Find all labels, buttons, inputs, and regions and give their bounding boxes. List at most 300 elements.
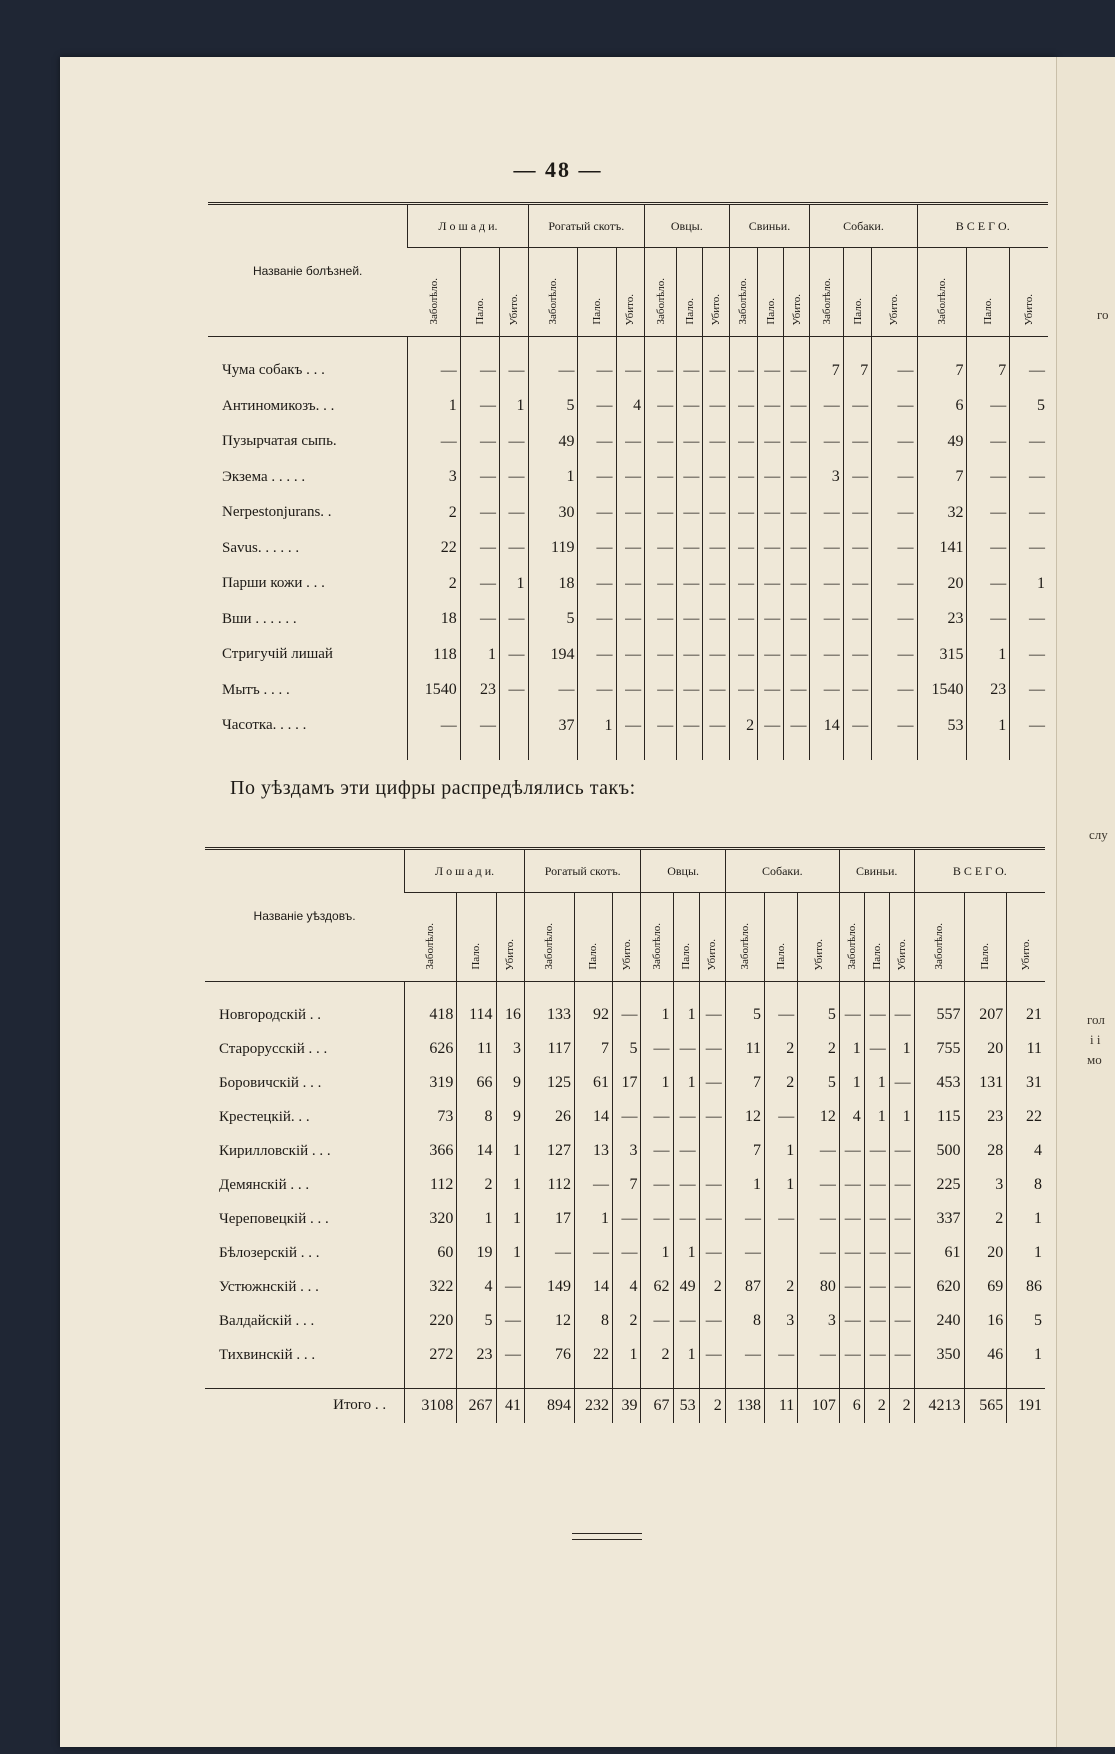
table-cell: — — [798, 1134, 840, 1168]
sub-header: Пало. — [470, 943, 483, 970]
table-cell: 2 — [408, 495, 460, 531]
table-cell: — — [784, 460, 810, 496]
sub-header: Убито. — [895, 938, 908, 970]
table-cell: — — [810, 531, 843, 567]
table-cell: — — [864, 1032, 889, 1066]
table-cell: — — [641, 1168, 673, 1202]
table-cell: — — [967, 531, 1010, 567]
table-cell: — — [758, 389, 784, 425]
table-cell: — — [699, 998, 725, 1032]
table-cell: 418 — [405, 998, 457, 1032]
table-cell: — — [758, 531, 784, 567]
table-cell: 22 — [408, 531, 460, 567]
table-cell: — — [677, 673, 703, 709]
sub-header: Пало. — [851, 298, 864, 325]
table-cell: — — [839, 1338, 864, 1372]
table-cell: 1 — [499, 389, 528, 425]
row-label: Nerpestonjurans. . — [222, 504, 332, 521]
table-cell: — — [460, 531, 499, 567]
table-row — [205, 1270, 1045, 1304]
table-cell: 8 — [457, 1100, 496, 1134]
group-header: Овцы. — [641, 849, 725, 893]
table-cell: — — [699, 1032, 725, 1066]
table-cell: 8 — [725, 1304, 764, 1338]
table-cell: — — [703, 495, 729, 531]
intro-text: По уѣздамъ эти цифры распредѣлялись такъ: — [230, 777, 636, 799]
table-cell: — — [967, 495, 1010, 531]
table-cell: — — [616, 424, 645, 460]
table-cell: — — [729, 602, 758, 638]
table-cell: — — [641, 1202, 673, 1236]
table-cell: — — [798, 1202, 840, 1236]
table-cell: 1540 — [408, 673, 460, 709]
table-cell: 2 — [889, 1389, 914, 1423]
table-cell: — — [703, 566, 729, 602]
sub-header: Пало. — [680, 943, 693, 970]
table-row — [208, 424, 1048, 460]
table-cell: — — [673, 1202, 699, 1236]
table-cell: — — [578, 424, 616, 460]
table-cell: — — [699, 1100, 725, 1134]
table-cell: — — [864, 1338, 889, 1372]
table-cell: 67 — [641, 1389, 673, 1423]
table-cell: 453 — [914, 1066, 964, 1100]
table-row — [208, 353, 1048, 389]
table-cell: 4 — [839, 1100, 864, 1134]
sub-header-cell — [964, 893, 1007, 982]
group-header: Свиньи. — [729, 204, 810, 248]
table-cell: — — [764, 1202, 797, 1236]
table-cell: 1 — [889, 1100, 914, 1134]
table-cell: 2 — [729, 708, 758, 744]
table-cell: 117 — [525, 1032, 575, 1066]
table-cell: — — [645, 531, 677, 567]
table-row — [208, 602, 1048, 638]
table-cell: — — [499, 531, 528, 567]
table-cell: 5 — [457, 1304, 496, 1338]
table-cell: — — [758, 353, 784, 389]
table-cell: 3 — [964, 1168, 1007, 1202]
row-label: Часотка. . . . . — [222, 717, 307, 734]
table-cell: 1 — [725, 1168, 764, 1202]
row-label: Savus. . . . . . — [222, 539, 300, 556]
table-cell: 69 — [964, 1270, 1007, 1304]
sub-header-cell — [677, 248, 703, 337]
group-header: В С Е Г О. — [914, 849, 1045, 893]
table-cell: — — [1010, 531, 1048, 567]
sub-header-cell — [914, 893, 964, 982]
table-cell: 12 — [525, 1304, 575, 1338]
table-cell: — — [967, 424, 1010, 460]
table-cell: — — [810, 673, 843, 709]
table-cell: — — [843, 673, 872, 709]
table-cell — [699, 1134, 725, 1168]
table-cell: 5 — [528, 389, 578, 425]
table-cell: — — [460, 566, 499, 602]
table-cell: — — [889, 998, 914, 1032]
row-label: Парши кожи . . . — [222, 575, 325, 592]
sub-header-cell — [1007, 893, 1045, 982]
table-row — [205, 1338, 1045, 1372]
row-label: Бѣлозерскій . . . — [219, 1244, 320, 1261]
table-cell: — — [673, 1032, 699, 1066]
table-cell: — — [645, 673, 677, 709]
sub-header: Заболѣло. — [737, 278, 750, 325]
table-cell: 87 — [725, 1270, 764, 1304]
sub-header: Убито. — [790, 293, 803, 325]
table-cell: 1 — [764, 1168, 797, 1202]
table-cell: 119 — [528, 531, 578, 567]
table-cell: 194 — [528, 637, 578, 673]
table-cell: 1 — [641, 1236, 673, 1270]
sub-header: Пало. — [764, 298, 777, 325]
table-cell: 319 — [405, 1066, 457, 1100]
table-cell: — — [843, 389, 872, 425]
table-cell: 1 — [839, 1032, 864, 1066]
table-cell: 1 — [528, 460, 578, 496]
table-cell: — — [758, 566, 784, 602]
table-cell: — — [872, 353, 917, 389]
table-cell: 22 — [1007, 1100, 1045, 1134]
table-cell: 60 — [405, 1236, 457, 1270]
table-cell: 7 — [843, 353, 872, 389]
table-cell: 755 — [914, 1032, 964, 1066]
table-cell: — — [839, 1134, 864, 1168]
table-cell: — — [1010, 637, 1048, 673]
table-cell: — — [889, 1236, 914, 1270]
row-label: Валдайскій . . . — [219, 1312, 315, 1329]
table-cell: 5 — [798, 998, 840, 1032]
table-cell: 1 — [1007, 1202, 1045, 1236]
table-row — [205, 1304, 1045, 1338]
table-cell: — — [703, 602, 729, 638]
row-label: Новгородскій . . — [219, 1006, 322, 1023]
table-cell: 12 — [798, 1100, 840, 1134]
table-cell: 6 — [839, 1389, 864, 1423]
table-cell: — — [703, 353, 729, 389]
table-cell: — — [872, 602, 917, 638]
table-cell: — — [758, 637, 784, 673]
table-cell: 18 — [528, 566, 578, 602]
edge-text: мо — [1087, 1052, 1102, 1067]
table-cell: — — [616, 637, 645, 673]
table-cell — [764, 1236, 797, 1270]
table-cell: — — [578, 495, 616, 531]
table-cell: 3 — [408, 460, 460, 496]
table-cell: — — [645, 708, 677, 744]
group-header: Собаки. — [725, 849, 839, 893]
table-cell: 1 — [673, 1236, 699, 1270]
table-cell: — — [645, 637, 677, 673]
row-label: Боровичскій . . . — [219, 1074, 322, 1091]
sub-header: Пало. — [979, 943, 992, 970]
table-cell: 17 — [525, 1202, 575, 1236]
table-cell: — — [616, 495, 645, 531]
table-cell: 1 — [460, 637, 499, 673]
table-cell: 61 — [574, 1066, 612, 1100]
table-cell: — — [673, 1134, 699, 1168]
table-cell: — — [864, 1236, 889, 1270]
table-cell: — — [677, 460, 703, 496]
table-cell: 20 — [917, 566, 967, 602]
table-cell: 149 — [525, 1270, 575, 1304]
table-cell: 225 — [914, 1168, 964, 1202]
table-cell: 2 — [764, 1032, 797, 1066]
table-row — [208, 637, 1048, 673]
group-header: Л о ш а д и. — [408, 204, 528, 248]
table-cell: 49 — [917, 424, 967, 460]
sub-header: Заболѣло. — [424, 923, 437, 970]
table-cell: — — [574, 1168, 612, 1202]
row-label: Экзема . . . . . — [222, 468, 306, 485]
table-cell: — — [703, 531, 729, 567]
table-cell: — — [1010, 424, 1048, 460]
table-cell: 61 — [914, 1236, 964, 1270]
table-cell: — — [1010, 602, 1048, 638]
sub-header: Заболѣло. — [935, 278, 948, 325]
sub-header-cell — [872, 248, 917, 337]
row-label: Вши . . . . . . — [222, 610, 297, 627]
table-cell: 92 — [574, 998, 612, 1032]
table-cell: — — [1010, 673, 1048, 709]
table-cell: — — [460, 389, 499, 425]
group-header: Свиньи. — [839, 849, 914, 893]
table-cell: — — [784, 637, 810, 673]
table-cell: — — [784, 495, 810, 531]
sub-header: Пало. — [587, 943, 600, 970]
table-cell: 107 — [798, 1389, 840, 1423]
table-cell: — — [758, 424, 784, 460]
sub-header: Убито. — [504, 938, 517, 970]
sub-header-cell — [612, 893, 641, 982]
table-cell: 6 — [917, 389, 967, 425]
table-cell: 322 — [405, 1270, 457, 1304]
table-cell: — — [616, 353, 645, 389]
sub-header-cell — [703, 248, 729, 337]
row-label: Чума собакъ . . . — [222, 362, 325, 379]
table-cell: 141 — [917, 531, 967, 567]
sub-header-cell — [408, 248, 460, 337]
group-header: Рогатый скотъ. — [525, 849, 641, 893]
table-cell: 23 — [457, 1338, 496, 1372]
group-header: Собаки. — [810, 204, 917, 248]
table-cell: 2 — [964, 1202, 1007, 1236]
table-cell: 1 — [408, 389, 460, 425]
table-cell: 220 — [405, 1304, 457, 1338]
table-cell: — — [758, 602, 784, 638]
table-cell: 4 — [1007, 1134, 1045, 1168]
table-cell: — — [677, 531, 703, 567]
table-cell: — — [839, 1304, 864, 1338]
sub-header: Заболѣло. — [820, 278, 833, 325]
table-cell: 19 — [457, 1236, 496, 1270]
table-cell: 115 — [914, 1100, 964, 1134]
table-cell: — — [764, 998, 797, 1032]
table-cell: 2 — [699, 1270, 725, 1304]
table-cell: 1540 — [917, 673, 967, 709]
sub-header-cell — [645, 248, 677, 337]
table-cell: 1 — [641, 1066, 673, 1100]
table-cell: 1 — [499, 566, 528, 602]
sub-header-cell — [839, 893, 864, 982]
table-cell: — — [1010, 353, 1048, 389]
table-cell: — — [578, 602, 616, 638]
table-cell: 3 — [810, 460, 843, 496]
table-cell: — — [872, 708, 917, 744]
sub-header-cell — [810, 248, 843, 337]
table-cell: — — [810, 495, 843, 531]
table-cell: 7 — [612, 1168, 641, 1202]
table-cell: 3 — [496, 1032, 525, 1066]
table-cell: — — [784, 566, 810, 602]
sub-header-cell — [528, 248, 578, 337]
table-cell: — — [677, 353, 703, 389]
table-cell: 23 — [967, 673, 1010, 709]
table-cell: — — [699, 1236, 725, 1270]
row-label: Мытъ . . . . — [222, 681, 290, 698]
table-cell: 31 — [1007, 1066, 1045, 1100]
table-cell: — — [872, 673, 917, 709]
row-label: Итого . . — [205, 1389, 405, 1423]
table-cell: 41 — [496, 1389, 525, 1423]
table-cell: 557 — [914, 998, 964, 1032]
table-cell: 28 — [964, 1134, 1007, 1168]
table-cell: — — [839, 998, 864, 1032]
table-cell: — — [872, 637, 917, 673]
row-label: Пузырчатая сыпь. — [222, 433, 337, 450]
table-cell: — — [673, 1100, 699, 1134]
table-cell: 1 — [967, 637, 1010, 673]
table-cell: 23 — [460, 673, 499, 709]
table-cell: — — [499, 602, 528, 638]
table-cell: — — [843, 495, 872, 531]
sub-header-cell — [460, 248, 499, 337]
table-cell: — — [729, 637, 758, 673]
table-cell: — — [843, 566, 872, 602]
table-cell: 9 — [496, 1066, 525, 1100]
table-cell: 2 — [764, 1066, 797, 1100]
table-cell: 11 — [764, 1389, 797, 1423]
table-cell: 13 — [574, 1134, 612, 1168]
table-cell: 7 — [917, 460, 967, 496]
sub-header-cell — [699, 893, 725, 982]
table-cell: 86 — [1007, 1270, 1045, 1304]
diseases-table — [208, 202, 1048, 760]
sub-header-cell — [496, 893, 525, 982]
table-cell: — — [784, 424, 810, 460]
sub-header: Заболѣло. — [427, 278, 440, 325]
table-cell: 7 — [917, 353, 967, 389]
sub-header: Пало. — [590, 298, 603, 325]
table-cell: — — [810, 424, 843, 460]
table-cell: 1 — [967, 708, 1010, 744]
table-cell: — — [784, 673, 810, 709]
table-cell: — — [872, 460, 917, 496]
table-cell: 18 — [408, 602, 460, 638]
table-cell: 7 — [725, 1134, 764, 1168]
table-cell: — — [703, 424, 729, 460]
table-cell: — — [460, 708, 499, 744]
table-cell: 1 — [673, 1066, 699, 1100]
table-cell: 127 — [525, 1134, 575, 1168]
table-cell: — — [864, 1168, 889, 1202]
table-cell: — — [612, 998, 641, 1032]
table-cell: — — [677, 637, 703, 673]
table-cell: 16 — [964, 1304, 1007, 1338]
table-cell: 500 — [914, 1134, 964, 1168]
sub-header: Заболѣло. — [845, 923, 858, 970]
table-cell: — — [703, 389, 729, 425]
table-cell: — — [499, 424, 528, 460]
table-cell: 3 — [798, 1304, 840, 1338]
table-cell: — — [839, 1202, 864, 1236]
table-cell: — — [496, 1270, 525, 1304]
table-cell: 66 — [457, 1066, 496, 1100]
table-cell: — — [764, 1100, 797, 1134]
table-cell: — — [758, 460, 784, 496]
table-cell: — — [499, 460, 528, 496]
table-cell: 1 — [496, 1168, 525, 1202]
table-cell: — — [810, 389, 843, 425]
table-cell: — — [839, 1168, 864, 1202]
table-cell: 17 — [612, 1066, 641, 1100]
table-row — [205, 1032, 1045, 1066]
table-cell: — — [612, 1236, 641, 1270]
sub-header-cell — [641, 893, 673, 982]
table-row — [205, 1168, 1045, 1202]
edge-text: і і — [1090, 1032, 1101, 1047]
table-cell: — — [578, 531, 616, 567]
table-cell: 114 — [457, 998, 496, 1032]
sub-header-cell — [574, 893, 612, 982]
table-cell: — — [725, 1338, 764, 1372]
table-cell: 20 — [964, 1032, 1007, 1066]
table-cell: — — [758, 495, 784, 531]
table-cell: — — [645, 460, 677, 496]
table-cell: 8 — [1007, 1168, 1045, 1202]
table-cell: — — [528, 673, 578, 709]
table-cell: 112 — [525, 1168, 575, 1202]
table-cell: 1 — [578, 708, 616, 744]
table-cell: — — [641, 1134, 673, 1168]
table-cell: — — [843, 424, 872, 460]
table-row — [208, 708, 1048, 744]
table-cell: — — [499, 673, 528, 709]
table-cell: — — [810, 637, 843, 673]
row-label: Крестецкій. . . — [219, 1108, 310, 1125]
group-header: Овцы. — [645, 204, 729, 248]
sub-header: Убито. — [1020, 938, 1033, 970]
table-cell: 26 — [525, 1100, 575, 1134]
table-cell: 1 — [612, 1338, 641, 1372]
table-cell: 4 — [457, 1270, 496, 1304]
table-cell: 12 — [725, 1100, 764, 1134]
sub-header-cell — [864, 893, 889, 982]
table-cell: 14 — [574, 1100, 612, 1134]
row-label: Демянскій . . . — [219, 1176, 310, 1193]
sub-header-cell — [405, 893, 457, 982]
table-cell: — — [574, 1236, 612, 1270]
sub-header-cell — [729, 248, 758, 337]
sub-header-cell — [578, 248, 616, 337]
table-cell: — — [784, 353, 810, 389]
sub-header: Убито. — [709, 293, 722, 325]
sub-header: Убито. — [706, 938, 719, 970]
table-cell: 2 — [457, 1168, 496, 1202]
table-cell: — — [729, 460, 758, 496]
table-row — [208, 495, 1048, 531]
table-cell: — — [677, 566, 703, 602]
